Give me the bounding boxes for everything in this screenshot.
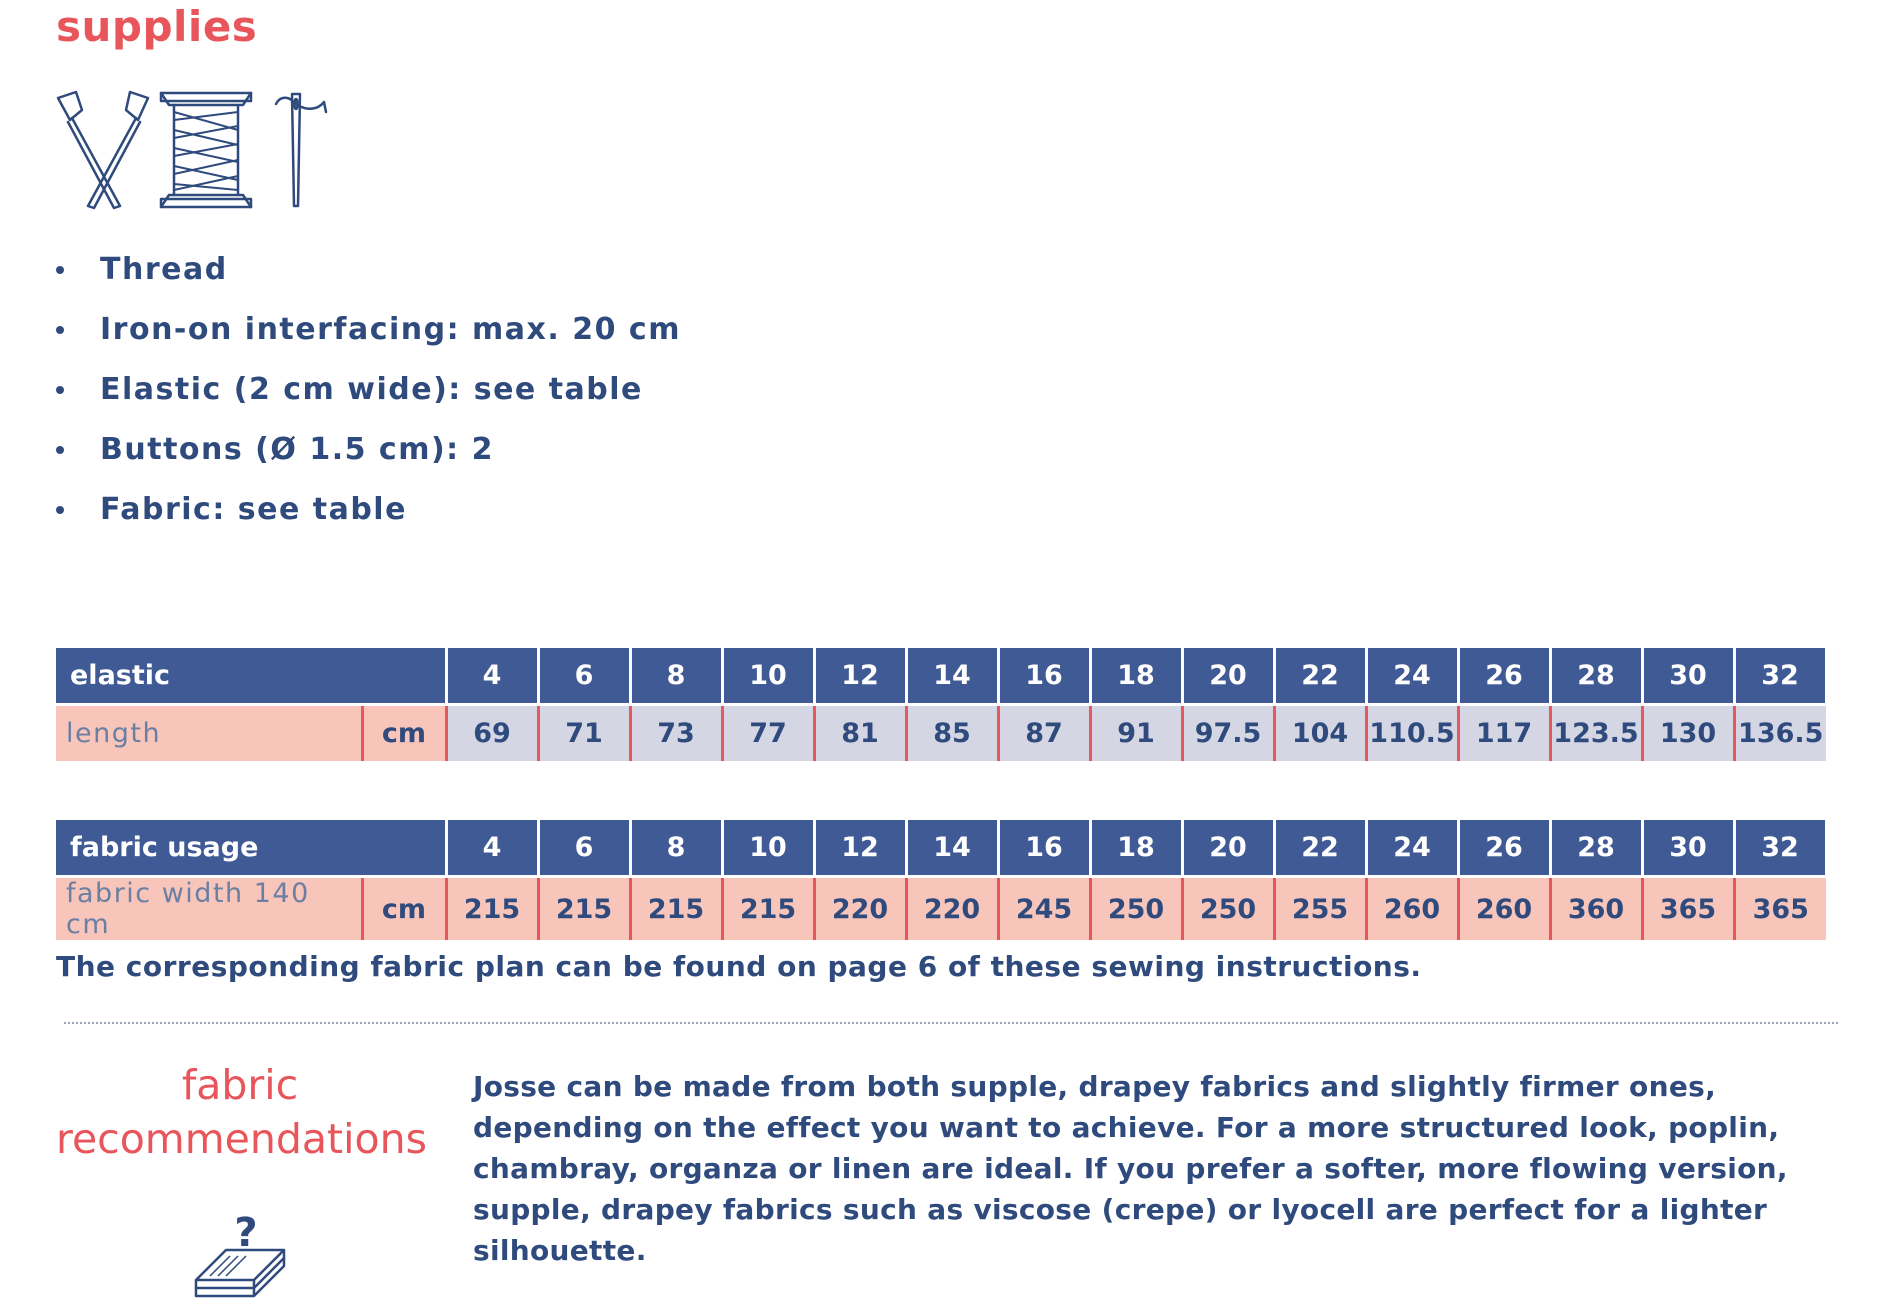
size-header-cell: 30: [1642, 648, 1734, 705]
size-header-cell: 32: [1734, 820, 1826, 877]
table-title: fabric usage: [56, 820, 446, 877]
size-header-cell: 26: [1458, 648, 1550, 705]
table-header-row: [56, 820, 1826, 877]
size-header-cell: 26: [1458, 820, 1550, 877]
bullet-icon: [56, 446, 64, 454]
recommendations-title-line: fabric: [181, 1061, 299, 1109]
value-cell: 250: [1090, 877, 1182, 941]
bullet-icon: [56, 386, 64, 394]
supplies-icons: [54, 90, 354, 210]
supply-text: Elastic (2 cm wide): see table: [100, 372, 643, 407]
bullet-icon: [56, 506, 64, 514]
value-cell: 215: [722, 877, 814, 941]
size-header-cell: 16: [998, 648, 1090, 705]
size-header-cell: 20: [1182, 648, 1274, 705]
value-cell: 81: [814, 705, 906, 762]
value-cell: 260: [1366, 877, 1458, 941]
size-header-cell: 22: [1274, 820, 1366, 877]
supply-text: Thread: [100, 252, 228, 287]
scissors-icon: [58, 92, 148, 208]
unit-cell: cm: [362, 705, 446, 762]
size-header-cell: 28: [1550, 648, 1642, 705]
value-cell: 73: [630, 705, 722, 762]
recommendations-title: [56, 1058, 427, 1166]
size-header-cell: 28: [1550, 820, 1642, 877]
size-header-cell: 20: [1182, 820, 1274, 877]
value-cell: 220: [814, 877, 906, 941]
size-header-cell: 4: [446, 648, 538, 705]
value-cell: 91: [1090, 705, 1182, 762]
value-cell: 365: [1734, 877, 1826, 941]
value-cell: 360: [1550, 877, 1642, 941]
size-header-cell: 12: [814, 820, 906, 877]
supply-text: Fabric: see table: [100, 492, 407, 527]
value-cell: 245: [998, 877, 1090, 941]
row-label: fabric width 140 cm: [56, 877, 362, 941]
list-item: [56, 420, 681, 480]
table-row: [56, 877, 1826, 941]
size-header-cell: 4: [446, 820, 538, 877]
size-header-cell: 24: [1366, 820, 1458, 877]
size-header-cell: 22: [1274, 648, 1366, 705]
size-header-cell: 24: [1366, 648, 1458, 705]
supply-text: Buttons (Ø 1.5 cm): 2: [100, 432, 494, 467]
value-cell: 260: [1458, 877, 1550, 941]
value-cell: 71: [538, 705, 630, 762]
value-cell: 123.5: [1550, 705, 1642, 762]
value-cell: 365: [1642, 877, 1734, 941]
value-cell: 215: [630, 877, 722, 941]
svg-text:?: ?: [234, 1210, 258, 1256]
recommendations-title-line: recommendations: [56, 1115, 427, 1163]
supply-text: Iron-on interfacing: max. 20 cm: [100, 312, 681, 347]
value-cell: 215: [446, 877, 538, 941]
value-cell: 77: [722, 705, 814, 762]
elastic-table: [56, 648, 1828, 761]
size-header-cell: 6: [538, 648, 630, 705]
fabric-stack-icon: [190, 1210, 290, 1304]
table-row: [56, 705, 1826, 762]
unit-cell: cm: [362, 877, 446, 941]
section-title: supplies: [56, 2, 258, 51]
value-cell: 69: [446, 705, 538, 762]
thread-spool-icon: [161, 93, 251, 207]
value-cell: 85: [906, 705, 998, 762]
table-header-row: [56, 648, 1826, 705]
needle-icon: [276, 94, 326, 206]
value-cell: 136.5: [1734, 705, 1826, 762]
value-cell: 130: [1642, 705, 1734, 762]
list-item: [56, 360, 681, 420]
fabric-plan-note: The corresponding fabric plan can be found on page 6 of these sewing instructions.: [56, 950, 1422, 983]
size-header-cell: 14: [906, 648, 998, 705]
value-cell: 97.5: [1182, 705, 1274, 762]
dotted-divider: [64, 1022, 1838, 1024]
size-header-cell: 18: [1090, 820, 1182, 877]
value-cell: 250: [1182, 877, 1274, 941]
recommendations-text: Josse can be made from both supple, drapey fabrics and slightly firmer ones, depending on the effect you want to achieve. For a more structured look, poplin, chambray, organza or linen are ideal. If you prefer a softer, more flowing version, supple, drapey fabrics such as viscose (crepe) or lyocell are perfect for a lighter silhouette.: [473, 1070, 1788, 1267]
size-header-cell: 8: [630, 820, 722, 877]
size-header-cell: 18: [1090, 648, 1182, 705]
size-header-cell: 10: [722, 820, 814, 877]
size-header-cell: 12: [814, 648, 906, 705]
list-item: [56, 480, 681, 540]
value-cell: 255: [1274, 877, 1366, 941]
size-header-cell: 10: [722, 648, 814, 705]
row-label: length: [56, 705, 362, 762]
bullet-icon: [56, 266, 64, 274]
size-header-cell: 14: [906, 820, 998, 877]
value-cell: 110.5: [1366, 705, 1458, 762]
value-cell: 215: [538, 877, 630, 941]
list-item: [56, 240, 681, 300]
list-item: [56, 300, 681, 360]
size-header-cell: 6: [538, 820, 630, 877]
size-header-cell: 32: [1734, 648, 1826, 705]
size-header-cell: 8: [630, 648, 722, 705]
value-cell: 104: [1274, 705, 1366, 762]
supplies-list: [56, 240, 681, 540]
bullet-icon: [56, 326, 64, 334]
table-title: elastic: [56, 648, 446, 705]
size-header-cell: 16: [998, 820, 1090, 877]
value-cell: 220: [906, 877, 998, 941]
value-cell: 87: [998, 705, 1090, 762]
size-header-cell: 30: [1642, 820, 1734, 877]
fabric-usage-table: [56, 820, 1828, 940]
value-cell: 117: [1458, 705, 1550, 762]
